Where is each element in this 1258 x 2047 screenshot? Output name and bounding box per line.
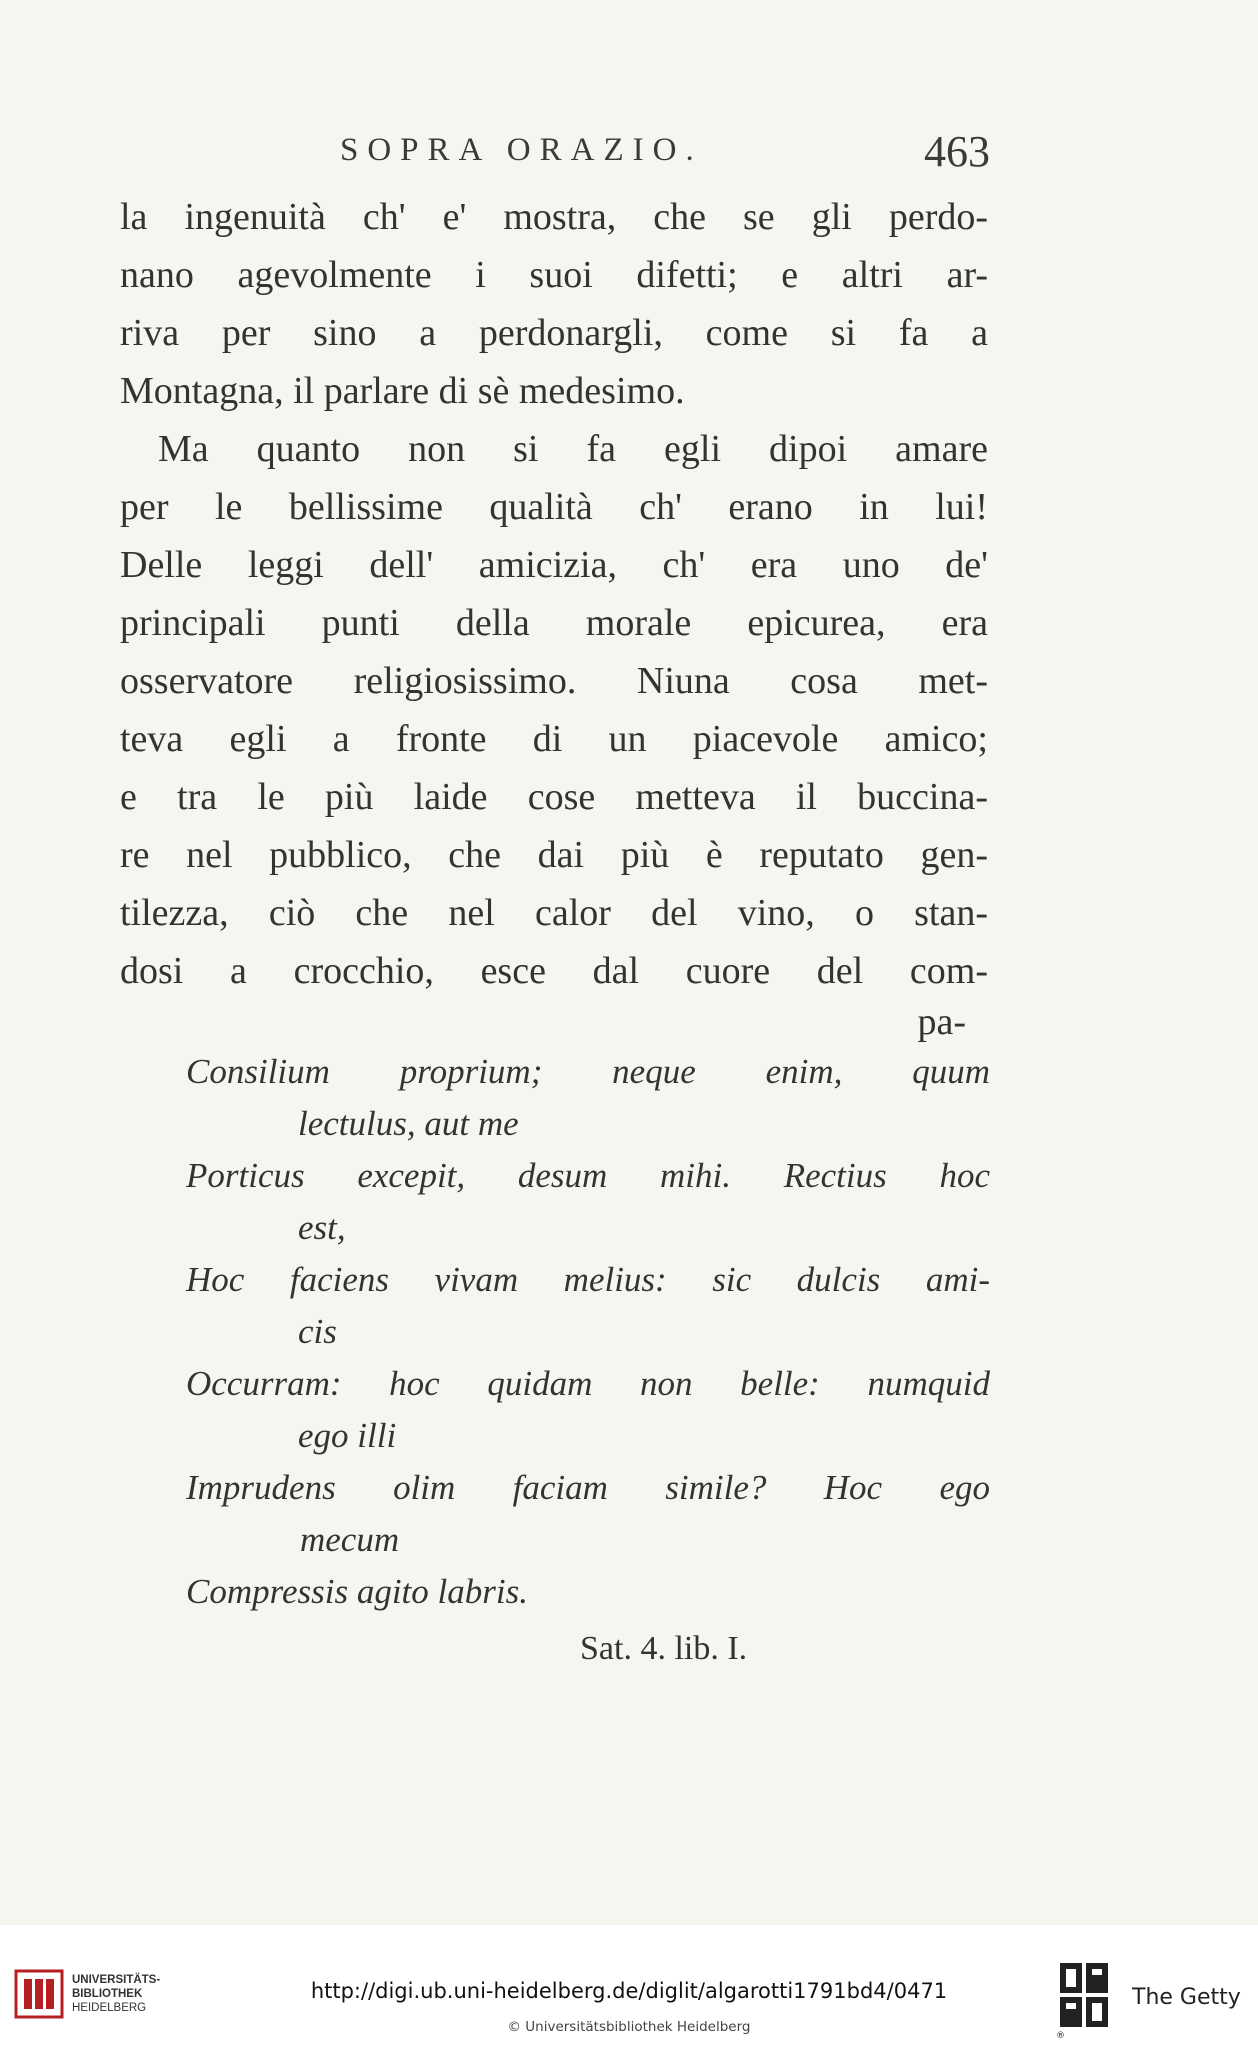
body-line: osservatore religiosissimo. Niuna cosa met- xyxy=(120,660,988,702)
verse-citation: Sat. 4. lib. I. xyxy=(580,1630,748,1667)
body-line: riva per sino a perdonargli, come si fa a xyxy=(120,312,988,354)
body-line: per le bellissime qualità ch' erano in lui! xyxy=(120,486,988,528)
getty-logo-icon xyxy=(1058,1961,1110,2031)
verse-line: Compressis agito labris. xyxy=(186,1572,528,1611)
verse-line: Occurram: hoc quidam non belle: numquid xyxy=(186,1364,990,1403)
body-text xyxy=(120,188,988,1000)
verse-line: Consilium proprium; neque enim, quum xyxy=(186,1052,990,1091)
footer-bar xyxy=(0,1925,1258,2047)
catchword: pa- xyxy=(917,1001,966,1043)
verse-line: est, xyxy=(298,1208,346,1247)
getty-label: The Getty xyxy=(1132,1985,1241,2010)
body-line: teva egli a fronte di un piacevole amico; xyxy=(120,718,988,760)
verse-quotation xyxy=(186,1046,990,1618)
page-number: 463 xyxy=(924,127,990,176)
body-line: tilezza, ciò che nel calor del vino, o stan- xyxy=(120,892,988,934)
copyright-notice: © Universitätsbibliothek Heidelberg xyxy=(507,2019,751,2035)
verse-line: ego illi xyxy=(298,1416,397,1455)
permalink-url[interactable]: http://digi.ub.uni-heidelberg.de/diglit/algarotti1791bd4/0471 xyxy=(310,1979,948,2003)
body-line: Montagna, il parlare di sè medesimo. xyxy=(120,370,685,412)
verse-line: mecum xyxy=(300,1520,400,1559)
body-line: la ingenuità ch' e' mostra, che se gli perdo- xyxy=(120,196,988,238)
verse-line: cis xyxy=(298,1312,337,1351)
body-line: dosi a crocchio, esce dal cuore del com- xyxy=(120,950,988,992)
body-line: nano agevolmente i suoi difetti; e altri ar- xyxy=(120,254,988,296)
body-line: principali punti della morale epicurea, era xyxy=(120,602,988,644)
registered-mark: ® xyxy=(1056,2031,1065,2041)
running-title: SOPRA ORAZIO. xyxy=(340,132,703,168)
verse-line: Hoc faciens vivam melius: sic dulcis ami- xyxy=(186,1260,990,1299)
verse-line: Porticus excepit, desum mihi. Rectius hoc xyxy=(186,1156,990,1195)
verse-line: lectulus, aut me xyxy=(298,1104,519,1143)
body-line: re nel pubblico, che dai più è reputato gen- xyxy=(120,834,988,876)
body-line: Delle leggi dell' amicizia, ch' era uno de' xyxy=(120,544,988,586)
body-line: e tra le più laide cose metteva il buccina- xyxy=(120,776,988,818)
body-line: Ma quanto non si fa egli dipoi amare xyxy=(158,428,988,470)
library-name: UNIVERSITÄTS- BIBLIOTHEK HEIDELBERG xyxy=(72,1974,161,2014)
verse-line: Imprudens olim faciam simile? Hoc ego xyxy=(186,1468,990,1507)
